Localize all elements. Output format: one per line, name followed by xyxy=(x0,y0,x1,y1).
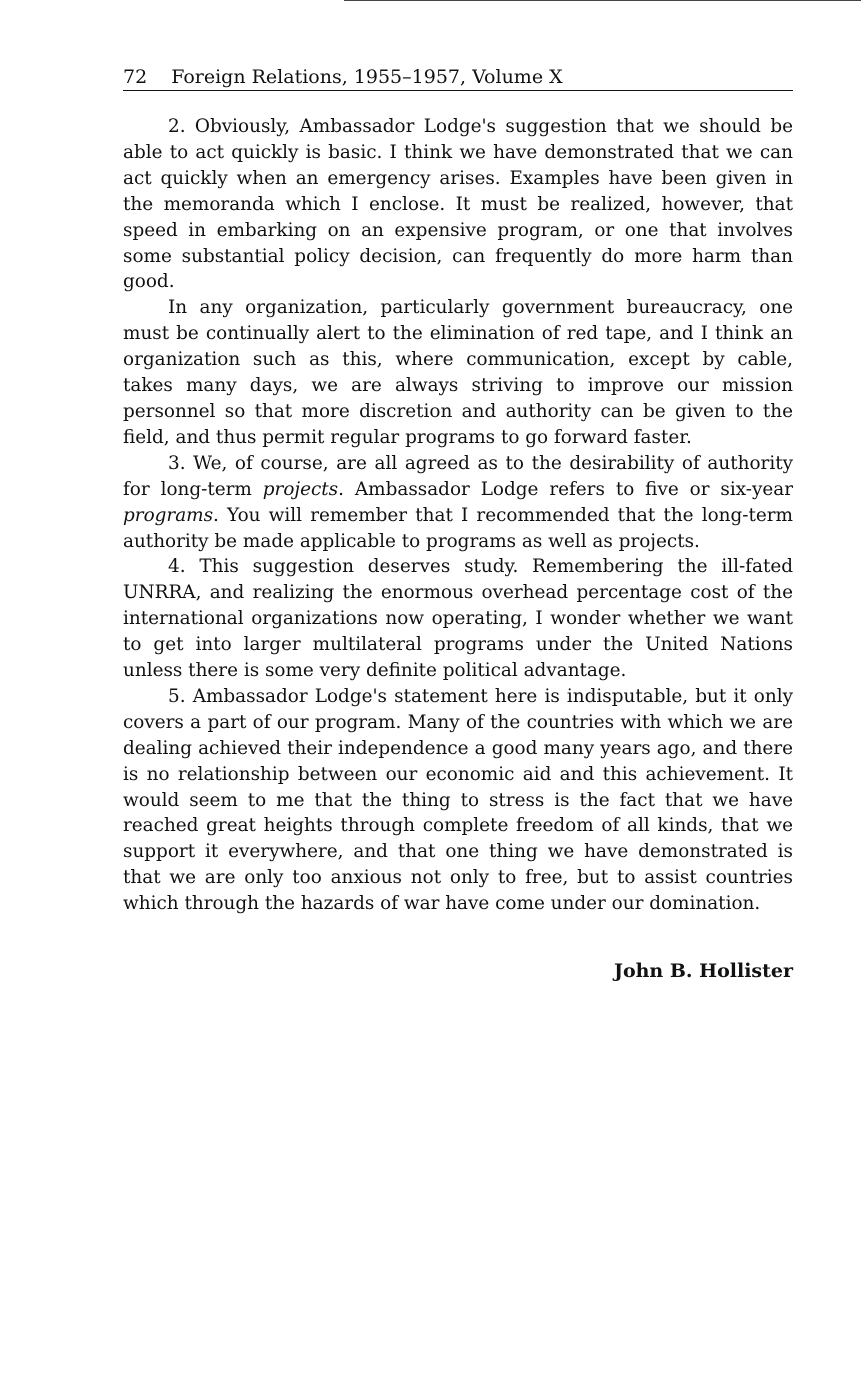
paragraph-3-part3: . You will remember that I recommended that the long-term authority be made applicable to programs as well as projects. xyxy=(123,504,793,552)
paragraph-3-emphasis-projects: projects xyxy=(262,478,339,500)
page-number: 72 xyxy=(123,66,148,88)
page-header xyxy=(123,64,793,91)
paragraph-3-part2: . Ambassador Lodge refers to five or six-year xyxy=(338,478,793,500)
paragraph-3 xyxy=(123,451,793,555)
paragraph-5: 5. Ambassador Lodge's statement here is indisputable, but it only covers a part of our program. Many of the countries with which we are dealing achieved their independence a good many years ago, and there is no relationship between our economic aid and this achievement. It would seem to me that the thing to stress is the fact that we have reached great heights through complete freedom of all kinds, that we support it everywhere, and that one thing we have demonstrated is that we are only too anxious not only to free, but to assist countries which through the hazards of war have come under our domination. xyxy=(123,685,793,915)
running-title: Foreign Relations, 1955–1957, Volume X xyxy=(171,66,563,88)
paragraph-2-continued: In any organization, particularly government bureaucracy, one must be continually alert to the elimination of red tape, and I think an organization such as this, where communication, except by cable, takes many days, we are always striving to improve our mission personnel so that more discretion and authority can be given to the field, and thus permit regular programs to go forward faster. xyxy=(123,297,793,448)
top-edge-rule xyxy=(344,0,861,1)
document-body xyxy=(123,114,793,917)
paragraph-3-part1: 3. We, of course, are all agreed as to the desirability of authority for long-term xyxy=(123,452,793,500)
paragraph-4: 4. This suggestion deserves study. Remembering the ill-fated UNRRA, and realizing the enormous overhead percentage cost of the international organizations now operating, I wonder whether we want to get into larger multilateral programs under the United Nations unless there is some very definite political advantage. xyxy=(123,556,793,682)
paragraph-3-emphasis-programs: programs xyxy=(123,504,214,526)
paragraph-2: 2. Obviously, Ambassador Lodge's suggestion that we should be able to act quickly is basic. I think we have demonstrated that we can act quickly when an emergency arises. Examples have been given in the memoranda which I enclose. It must be realized, however, that speed in embarking on an expensive program, or one that involves some substantial policy decision, can frequently do more harm than good. xyxy=(123,116,793,293)
signature: John B. Hollister xyxy=(613,960,793,982)
